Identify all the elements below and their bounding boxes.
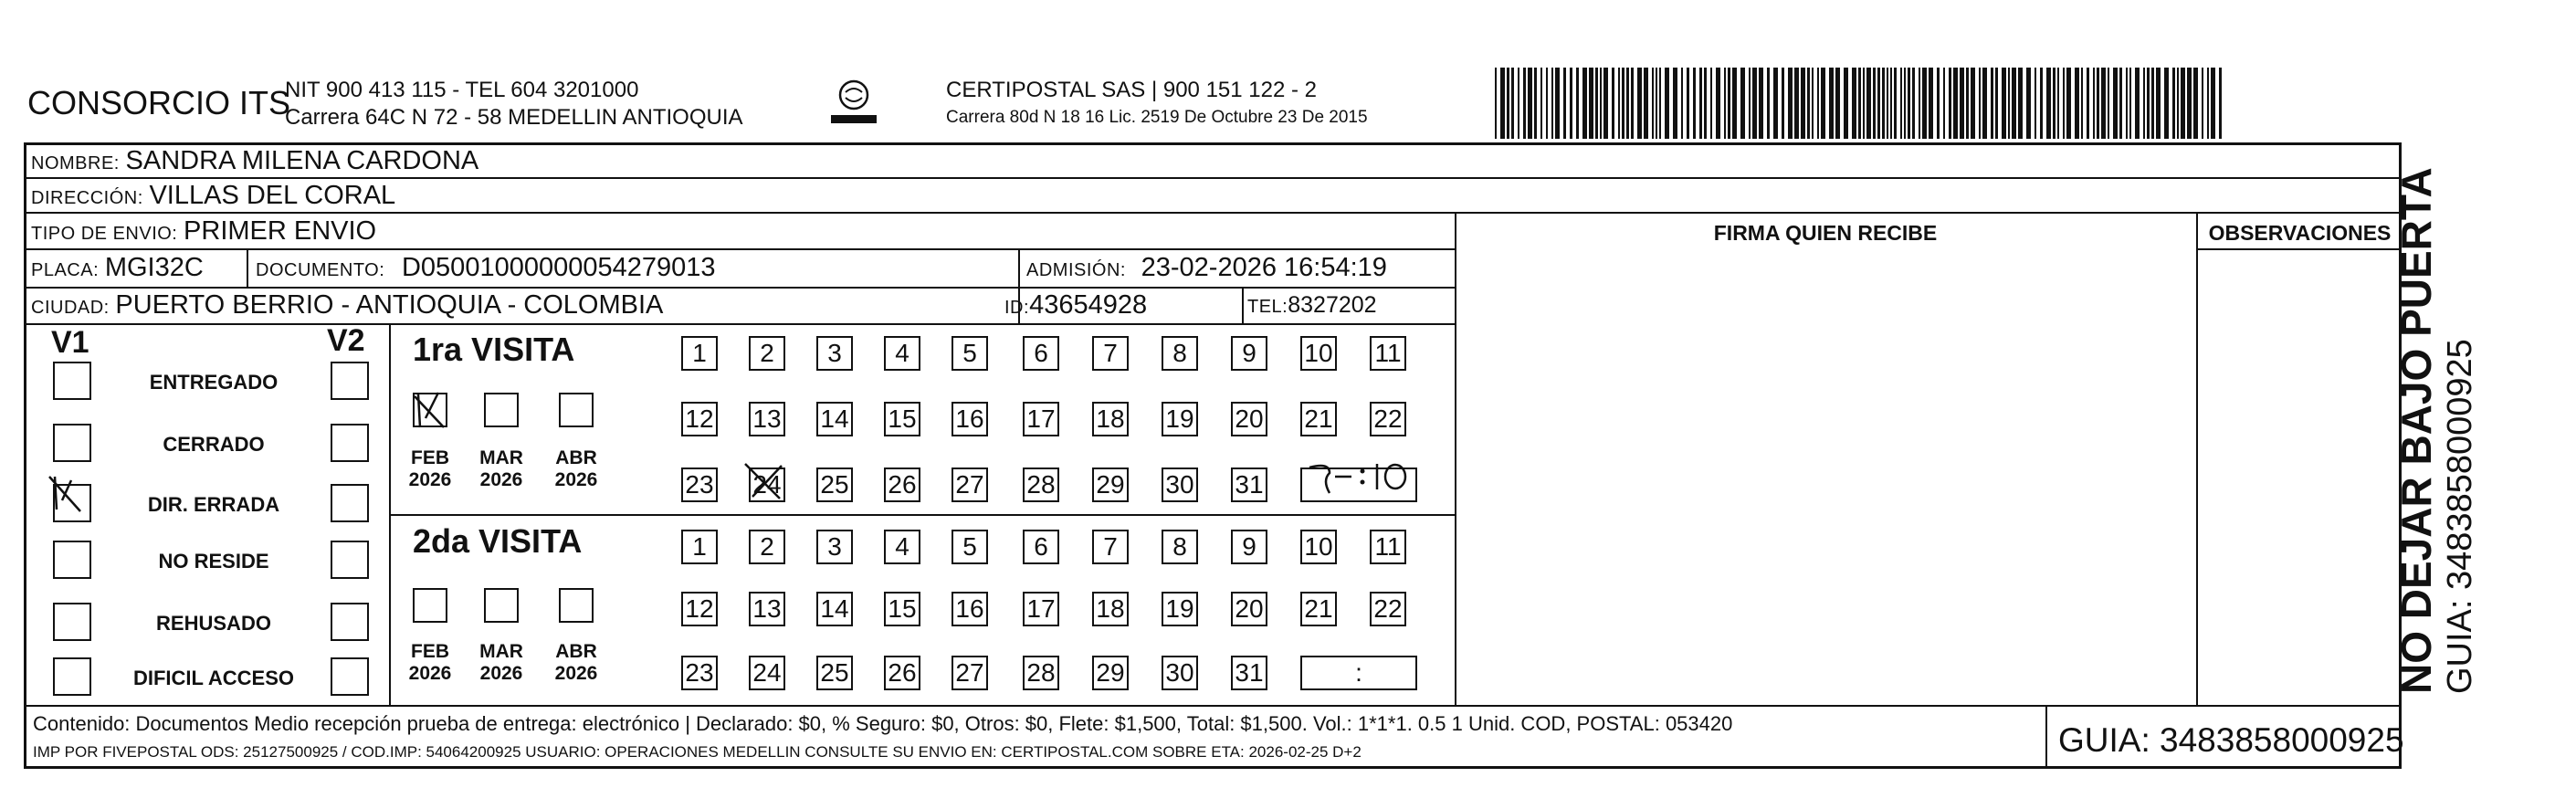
- day-box[interactable]: 7: [1092, 530, 1129, 564]
- day-box[interactable]: 6: [1023, 336, 1059, 371]
- side-notice: [2392, 167, 2480, 694]
- month-name: FEB: [411, 641, 449, 662]
- barcode-bar: [2101, 68, 2106, 139]
- firma-heading: FIRMA QUIEN RECIBE: [1713, 221, 1938, 245]
- divider: [389, 323, 391, 705]
- certipostal-logo: [824, 77, 884, 131]
- barcode-bar: [1612, 68, 1614, 139]
- barcode-bar: [1546, 68, 1548, 139]
- barcode-bar: [1600, 68, 1602, 139]
- barcode-bar: [1767, 68, 1770, 139]
- month-year: 2026: [479, 469, 523, 490]
- day-box[interactable]: 22: [1370, 592, 1406, 626]
- ciudad-value: PUERTO BERRIO - ANTIOQUIA - COLOMBIA: [115, 290, 664, 320]
- month-checkbox[interactable]: [484, 393, 519, 427]
- barcode-bar: [1626, 68, 1629, 139]
- barcode-bar: [1821, 68, 1825, 139]
- day-box[interactable]: 16: [952, 592, 988, 626]
- barcode-bar: [2193, 68, 2198, 139]
- barcode-bar: [1644, 68, 1648, 139]
- barcode-bar: [1631, 68, 1634, 139]
- admision-field: [1026, 253, 1387, 283]
- barcode-bar: [1773, 68, 1778, 139]
- day-box[interactable]: 26: [884, 656, 920, 690]
- month-label: [549, 641, 604, 685]
- month-year: 2026: [479, 663, 523, 684]
- barcode-bar: [1540, 68, 1542, 139]
- divider: [247, 248, 248, 287]
- barcode-bar: [1953, 68, 1958, 139]
- day-box[interactable]: 11: [1370, 530, 1406, 564]
- month-label: [474, 641, 529, 685]
- month-year: 2026: [554, 663, 598, 684]
- barcode-bar: [1576, 68, 1579, 139]
- day-box[interactable]: 9: [1231, 336, 1267, 371]
- day-box[interactable]: 14: [816, 402, 853, 436]
- barcode-bar: [2035, 68, 2036, 139]
- barcode-bar: [2172, 68, 2175, 139]
- month-name: ABR: [555, 447, 597, 468]
- month-checkbox[interactable]: [559, 588, 594, 623]
- barcode-bar: [1551, 68, 1553, 139]
- month-label: [549, 447, 604, 491]
- barcode-bar: [2063, 68, 2065, 139]
- barcode-bar: [1759, 68, 1763, 139]
- company-info: [285, 77, 743, 131]
- checkbox-v1[interactable]: [53, 362, 91, 400]
- handwritten-check-feb: [413, 391, 449, 431]
- print-info: IMP POR FIVEPOSTAL ODS: 25127500925 / COD.IMP: 54064200925 USUARIO: OPERACIONES MEDELLIN CONSULTE SU ENVIO EN: CERTIPOSTAL.COM SOBRE ETA: 2026-02-25 D+2: [33, 743, 1362, 761]
- barcode-bar: [1979, 68, 1981, 139]
- day-box[interactable]: 19: [1162, 592, 1198, 626]
- day-box[interactable]: 14: [816, 592, 853, 626]
- barcode-bar: [2119, 68, 2122, 139]
- status-label: NO RESIDE: [158, 550, 269, 573]
- divider: [2045, 705, 2047, 769]
- guia-number: [2058, 721, 2404, 760]
- checkbox-v2[interactable]: [331, 362, 369, 400]
- day-box[interactable]: 17: [1023, 592, 1059, 626]
- barcode-bar: [1693, 68, 1696, 139]
- tipo-envio-field: [31, 216, 376, 247]
- barcode-bar: [1852, 68, 1856, 139]
- barcode-bar: [1971, 68, 1975, 139]
- divider: [2196, 212, 2198, 705]
- side-warning: NO DEJAR BAJO PUERTA: [2392, 167, 2440, 694]
- documento-label: DOCUMENTO:: [256, 260, 385, 280]
- divider: [24, 177, 2402, 179]
- barcode-bar: [1716, 68, 1720, 139]
- barcode-bar: [1937, 68, 1940, 139]
- day-box[interactable]: 12: [681, 402, 718, 436]
- day-box[interactable]: 15: [884, 592, 920, 626]
- barcode-bar: [1732, 68, 1737, 139]
- barcode-bar: [2093, 68, 2095, 139]
- checkbox-v1[interactable]: [53, 603, 91, 641]
- barcode-bar: [1829, 68, 1834, 139]
- month-year: 2026: [408, 663, 452, 684]
- barcode-bar: [2026, 68, 2031, 139]
- day-box[interactable]: 27: [952, 468, 988, 502]
- day-box[interactable]: 23: [681, 468, 718, 502]
- day-box[interactable]: 17: [1023, 402, 1059, 436]
- barcode-bar: [2156, 68, 2161, 139]
- day-box[interactable]: 5: [952, 336, 988, 371]
- day-box[interactable]: 24: [749, 656, 785, 690]
- admision-label: ADMISIÓN:: [1026, 260, 1126, 280]
- checkbox-v1[interactable]: [53, 657, 91, 696]
- guia-value: 3483858000925: [2160, 721, 2404, 759]
- barcode-bar: [2135, 68, 2140, 139]
- barcode-bar: [1949, 68, 1951, 139]
- barcode-bar: [1500, 68, 1505, 139]
- day-box[interactable]: 6: [1023, 530, 1059, 564]
- barcode-bar: [1877, 68, 1880, 139]
- barcode-bar: [1943, 68, 1945, 139]
- nombre-field: [31, 146, 478, 176]
- handwritten-check-day-24: [741, 458, 787, 504]
- barcode-bar: [2066, 68, 2071, 139]
- barcode-bar: [1652, 68, 1654, 139]
- direccion-field: [31, 181, 395, 211]
- carrier-license-line: Carrera 80d N 18 16 Lic. 2519 De Octubre 23 De 2015: [946, 108, 1368, 127]
- barcode: [1495, 68, 2224, 139]
- barcode-bar: [1582, 68, 1587, 139]
- day-box[interactable]: 4: [884, 336, 920, 371]
- barcode-bar: [1673, 68, 1677, 139]
- day-box[interactable]: 10: [1300, 336, 1337, 371]
- status-label: REHUSADO: [156, 612, 271, 635]
- barcode-bar: [1788, 68, 1793, 139]
- guia-label: GUIA:: [2058, 721, 2150, 759]
- day-box[interactable]: 8: [1162, 530, 1198, 564]
- day-box[interactable]: 9: [1231, 530, 1267, 564]
- day-box[interactable]: 21: [1300, 402, 1337, 436]
- day-box[interactable]: 2: [749, 336, 785, 371]
- barcode-bar: [2113, 68, 2118, 139]
- month-name: MAR: [479, 641, 523, 662]
- direccion-value: VILLAS DEL CORAL: [149, 181, 396, 210]
- month-checkbox[interactable]: [484, 588, 519, 623]
- nombre-label: NOMBRE:: [31, 153, 120, 173]
- barcode-bar: [1844, 68, 1848, 139]
- tel-value: 8327202: [1288, 292, 1377, 318]
- day-box[interactable]: 28: [1023, 656, 1059, 690]
- month-label: [474, 447, 529, 491]
- barcode-bar: [1507, 68, 1509, 139]
- barcode-bar: [1523, 68, 1526, 139]
- content-summary: Contenido: Documentos Medio recepción prueba de entrega: electrónico | Declarado: $0, % Seguro: $0, Otros: $0, Flete: $1,500, Total: $1,500. Vol.: 1*1*1. 0.5 1 Unid. COD, POSTAL: 053420: [33, 712, 1733, 735]
- day-box[interactable]: 3: [816, 336, 853, 371]
- barcode-bar: [1782, 68, 1784, 139]
- side-guia: [2440, 167, 2480, 694]
- admision-value: 23-02-2026 16:54:19: [1141, 253, 1387, 282]
- second-visit-heading: 2da VISITA: [413, 522, 583, 560]
- checkbox-v2[interactable]: [331, 657, 369, 696]
- id-value: 43654928: [1029, 290, 1148, 320]
- barcode-bar: [1518, 68, 1519, 139]
- placa-value: MGI32C: [104, 253, 204, 282]
- month-name: ABR: [555, 641, 597, 662]
- barcode-bar: [1966, 68, 1969, 139]
- barcode-bar: [2207, 68, 2209, 139]
- documento-field: [256, 253, 716, 283]
- checkbox-v1[interactable]: [53, 541, 91, 579]
- ciudad-label: CIUDAD:: [31, 298, 110, 318]
- barcode-bar: [2181, 68, 2185, 139]
- barcode-bar: [1863, 68, 1865, 139]
- month-label: [403, 447, 457, 491]
- documento-value: D05001000000054279013: [401, 253, 716, 282]
- barcode-bar: [1740, 68, 1745, 139]
- barcode-bar: [1659, 68, 1661, 139]
- day-box[interactable]: 20: [1231, 592, 1267, 626]
- barcode-bar: [2164, 68, 2169, 139]
- day-box[interactable]: 29: [1092, 656, 1129, 690]
- barcode-bar: [1835, 68, 1840, 139]
- handwritten-time-first-visit: [1302, 458, 1419, 495]
- barcode-bar: [1929, 68, 1933, 139]
- day-box[interactable]: 1: [681, 336, 718, 371]
- day-box[interactable]: 3: [816, 530, 853, 564]
- barcode-bar: [2126, 68, 2128, 139]
- id-field: [1004, 290, 1147, 320]
- divider: [2196, 248, 2402, 250]
- barcode-bar: [2087, 68, 2089, 139]
- day-box[interactable]: 18: [1092, 592, 1129, 626]
- placa-label: PLACA:: [31, 260, 100, 280]
- barcode-bar: [2219, 68, 2222, 139]
- day-box[interactable]: 5: [952, 530, 988, 564]
- barcode-bar: [2075, 68, 2079, 139]
- day-box[interactable]: 29: [1092, 468, 1129, 502]
- day-box[interactable]: 18: [1092, 402, 1129, 436]
- day-box[interactable]: 21: [1300, 592, 1337, 626]
- barcode-bar: [1570, 68, 1572, 139]
- barcode-bar: [1622, 68, 1624, 139]
- day-box[interactable]: 28: [1023, 468, 1059, 502]
- day-box[interactable]: 23: [681, 656, 718, 690]
- v1-heading: V1: [51, 325, 89, 360]
- barcode-bar: [1919, 68, 1920, 139]
- barcode-bar: [1555, 68, 1560, 139]
- day-box[interactable]: 20: [1231, 402, 1267, 436]
- barcode-bar: [2147, 68, 2150, 139]
- barcode-bar: [1603, 68, 1608, 139]
- divider: [24, 323, 1455, 325]
- barcode-bar: [1960, 68, 1964, 139]
- company-address-line: Carrera 64C N 72 - 58 MEDELLIN ANTIOQUIA: [285, 105, 743, 130]
- day-box[interactable]: 13: [749, 592, 785, 626]
- time-box[interactable]: :: [1300, 656, 1417, 690]
- day-box[interactable]: 27: [952, 656, 988, 690]
- barcode-bar: [1656, 68, 1657, 139]
- day-box[interactable]: 15: [884, 402, 920, 436]
- status-label: CERRADO: [163, 433, 265, 456]
- barcode-bar: [2046, 68, 2051, 139]
- day-box[interactable]: 19: [1162, 402, 1198, 436]
- barcode-bar: [1595, 68, 1598, 139]
- day-box[interactable]: 30: [1162, 656, 1198, 690]
- barcode-bar: [2008, 68, 2010, 139]
- barcode-bar: [1728, 68, 1730, 139]
- month-year: 2026: [554, 469, 598, 490]
- day-box[interactable]: 2: [749, 530, 785, 564]
- barcode-bar: [2081, 68, 2083, 139]
- barcode-bar: [1687, 68, 1689, 139]
- barcode-bar: [2108, 68, 2109, 139]
- barcode-bar: [1724, 68, 1726, 139]
- barcode-bar: [1563, 68, 1566, 139]
- barcode-bar: [1589, 68, 1593, 139]
- divider: [24, 287, 1455, 289]
- divider: [24, 248, 1455, 250]
- day-box[interactable]: 31: [1231, 468, 1267, 502]
- barcode-bar: [1817, 68, 1819, 139]
- barcode-bar: [2187, 68, 2192, 139]
- barcode-bar: [1681, 68, 1683, 139]
- barcode-bar: [1995, 68, 1998, 139]
- day-box[interactable]: 26: [884, 468, 920, 502]
- placa-field: [31, 253, 204, 283]
- barcode-bar: [1908, 68, 1910, 139]
- divider: [24, 212, 2402, 214]
- handwritten-check-dir-errada-v1: [47, 473, 84, 513]
- day-box[interactable]: 13: [749, 402, 785, 436]
- month-name: MAR: [479, 447, 523, 468]
- barcode-bar: [1495, 68, 1497, 139]
- barcode-bar: [1794, 68, 1799, 139]
- month-checkbox[interactable]: [413, 588, 447, 623]
- barcode-bar: [1882, 68, 1885, 139]
- day-box[interactable]: 10: [1300, 530, 1337, 564]
- day-box[interactable]: 24: [749, 468, 785, 502]
- barcode-bar: [1812, 68, 1814, 139]
- barcode-bar: [1890, 68, 1892, 139]
- month-checkbox[interactable]: [559, 393, 594, 427]
- barcode-bar: [1710, 68, 1712, 139]
- day-box[interactable]: 7: [1092, 336, 1129, 371]
- checkbox-v2[interactable]: [331, 603, 369, 641]
- day-box[interactable]: 11: [1370, 336, 1406, 371]
- barcode-bar: [1900, 68, 1902, 139]
- barcode-bar: [1807, 68, 1810, 139]
- barcode-bar: [1618, 68, 1620, 139]
- day-box[interactable]: 4: [884, 530, 920, 564]
- carrier-nit-line: CERTIPOSTAL SAS | 900 151 122 - 2: [946, 78, 1317, 102]
- first-visit-heading: 1ra VISITA: [413, 331, 575, 368]
- barcode-bar: [1704, 68, 1707, 139]
- observaciones-heading: OBSERVACIONES: [2208, 221, 2392, 245]
- divider: [389, 514, 1455, 516]
- barcode-bar: [1699, 68, 1702, 139]
- barcode-bar: [2018, 68, 2023, 139]
- id-label: ID:: [1004, 298, 1030, 318]
- barcode-bar: [2002, 68, 2006, 139]
- barcode-bar: [2177, 68, 2179, 139]
- day-box[interactable]: 25: [816, 656, 853, 690]
- divider: [1242, 287, 1244, 323]
- tipo-envio-value: PRIMER ENVIO: [184, 216, 377, 246]
- barcode-bar: [2151, 68, 2154, 139]
- tel-label: TEL:: [1247, 297, 1288, 317]
- side-guia-label: GUIA:: [2441, 599, 2479, 694]
- divider: [1455, 212, 1456, 705]
- day-box[interactable]: 31: [1231, 656, 1267, 690]
- direccion-label: DIRECCIÓN:: [31, 188, 143, 208]
- day-box[interactable]: 12: [681, 592, 718, 626]
- company-name: CONSORCIO ITS: [27, 84, 291, 121]
- ciudad-field: [31, 290, 663, 320]
- carrier-info: [946, 77, 1368, 131]
- status-label: DIFICIL ACCESO: [132, 667, 294, 689]
- company-nit-line: NIT 900 413 115 - TEL 604 3201000: [285, 78, 639, 102]
- barcode-bar: [1912, 68, 1915, 139]
- month-year: 2026: [408, 469, 452, 490]
- barcode-bar: [1528, 68, 1532, 139]
- v2-heading: V2: [327, 323, 365, 358]
- side-guia-value: 3483858000925: [2441, 339, 2479, 590]
- status-label: ENTREGADO: [149, 371, 279, 394]
- month-label: [403, 641, 457, 685]
- tel-field: [1247, 292, 1377, 319]
- day-box[interactable]: 30: [1162, 468, 1198, 502]
- checkbox-v2[interactable]: [331, 541, 369, 579]
- barcode-bar: [1511, 68, 1514, 139]
- day-box[interactable]: 22: [1370, 402, 1406, 436]
- barcode-bar: [1866, 68, 1871, 139]
- tipo-envio-label: TIPO DE ENVIO:: [31, 224, 178, 244]
- day-box[interactable]: 25: [816, 468, 853, 502]
- barcode-bar: [1801, 68, 1805, 139]
- barcode-bar: [2012, 68, 2016, 139]
- barcode-bar: [1922, 68, 1927, 139]
- day-box[interactable]: 16: [952, 402, 988, 436]
- barcode-bar: [1991, 68, 1993, 139]
- barcode-bar: [1904, 68, 1906, 139]
- barcode-bar: [2057, 68, 2059, 139]
- barcode-bar: [2097, 68, 2099, 139]
- barcode-bar: [2143, 68, 2145, 139]
- barcode-bar: [1982, 68, 1987, 139]
- barcode-bar: [2040, 68, 2043, 139]
- month-name: FEB: [411, 447, 449, 468]
- barcode-bar: [1752, 68, 1757, 139]
- day-box[interactable]: 8: [1162, 336, 1198, 371]
- barcode-bar: [1858, 68, 1861, 139]
- nombre-value: SANDRA MILENA CARDONA: [125, 146, 479, 175]
- barcode-bar: [2202, 68, 2203, 139]
- barcode-bar: [1665, 68, 1669, 139]
- status-label: DIR. ERRADA: [147, 493, 280, 516]
- barcode-bar: [1749, 68, 1751, 139]
- barcode-bar: [1894, 68, 1897, 139]
- barcode-bar: [2211, 68, 2215, 139]
- barcode-bar: [2053, 68, 2056, 139]
- checkbox-v2[interactable]: [331, 484, 369, 522]
- barcode-bar: [1873, 68, 1876, 139]
- barcode-bar: [1534, 68, 1537, 139]
- day-box[interactable]: 1: [681, 530, 718, 564]
- checkbox-v1[interactable]: [53, 424, 91, 462]
- checkbox-v2[interactable]: [331, 424, 369, 462]
- barcode-bar: [1887, 68, 1888, 139]
- barcode-bar: [2129, 68, 2131, 139]
- barcode-bar: [1637, 68, 1642, 139]
